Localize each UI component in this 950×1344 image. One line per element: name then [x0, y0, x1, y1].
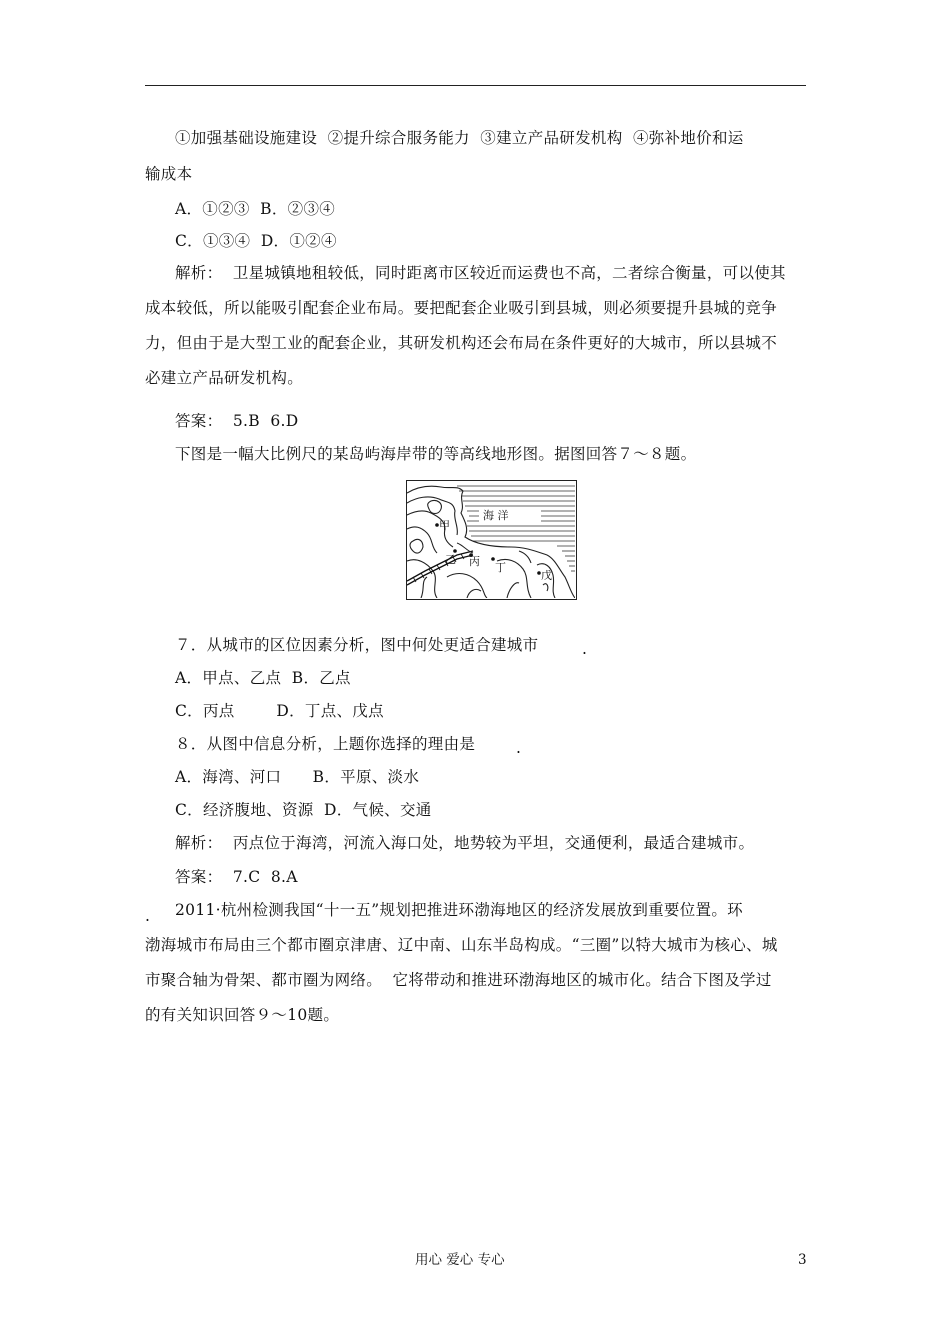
q6-choice-ab: A．①②③ B．②③④ — [175, 200, 336, 218]
q7-stem: ７．从城市的区位因素分析，图中何处更适合建城市 — [175, 636, 539, 654]
q6-options-line1: ①加强基础设施建设 ②提升综合服务能力 ③建立产品研发机构 ④弥补地价和运 — [175, 129, 744, 147]
q8-choice-cd: C．经济腹地、资源 D．气候、交通 — [175, 801, 432, 819]
header-rule — [145, 85, 806, 86]
analysis1-line: 力，但由于是大型工业的配套企业，其研发机构还会布局在条件更好的大城市，所以县城不 — [145, 334, 778, 352]
map-label-yi: 乙 — [445, 553, 456, 566]
contour-map-svg — [407, 481, 575, 598]
contour-map-figure — [406, 480, 577, 600]
passage-line: 的有关知识回答９～10题。 — [145, 1006, 340, 1024]
q7-dot: . — [582, 640, 588, 658]
passage-line: 2011·杭州检测我国“十一五”规划把推进环渤海地区的经济发展放到重要位置。环 — [175, 901, 743, 919]
q8-dot: . — [516, 739, 522, 757]
q8-choice-ab: A．海湾、河口 B．平原、淡水 — [175, 768, 420, 786]
answer1: 答案： 5.B 6.D — [175, 412, 299, 430]
q6-choice-cd: C．①③④ D．①②④ — [175, 232, 337, 250]
map-label-ding: 丁 — [495, 561, 506, 574]
analysis1-line: 成本较低，所以能吸引配套企业布局。要把配套企业吸引到县城，则必须要提升县城的竞争 — [145, 299, 778, 317]
footer-text: 用心 爱心 专心 — [415, 1252, 505, 1268]
q6-options-line2: 输成本 — [145, 165, 193, 183]
answer2: 答案： 7.C 8.A — [175, 868, 298, 886]
passage-line: 市聚合轴为骨架、都市圈为网络。 它将带动和推进环渤海地区的城市化。结合下图及学过 — [145, 971, 772, 989]
analysis1-line: 解析： 卫星城镇地租较低，同时距离市区较近而运费也不高，二者综合衡量，可以使其 — [175, 264, 786, 282]
map-label-jia: 甲 — [439, 519, 450, 532]
q7-choice-ab: A．甲点、乙点 B．乙点 — [175, 669, 351, 687]
map-label-bing: 丙 — [469, 555, 480, 568]
analysis2: 解析： 丙点位于海湾，河流入海口处，地势较为平坦，交通便利，最适合建城市。 — [175, 834, 755, 852]
intro-7-8: 下图是一幅大比例尺的某岛屿海岸带的等高线地形图。据图回答７～８题。 — [175, 445, 697, 463]
analysis1-line: 必建立产品研发机构。 — [145, 369, 304, 387]
passage-line: 渤海城市布局由三个都市圈京津唐、辽中南、山东半岛构成。“三圈”以特大城市为核心、城 — [145, 936, 778, 954]
map-label-wu: 戊 — [541, 569, 552, 582]
sea-label: 海 洋 — [483, 509, 509, 522]
passage-dot: . — [145, 907, 151, 925]
q7-choice-cd: C．丙点 D．丁点、戊点 — [175, 702, 384, 720]
page-number: 3 — [798, 1252, 807, 1268]
q8-stem: ８．从图中信息分析，上题你选择的理由是 — [175, 735, 476, 753]
